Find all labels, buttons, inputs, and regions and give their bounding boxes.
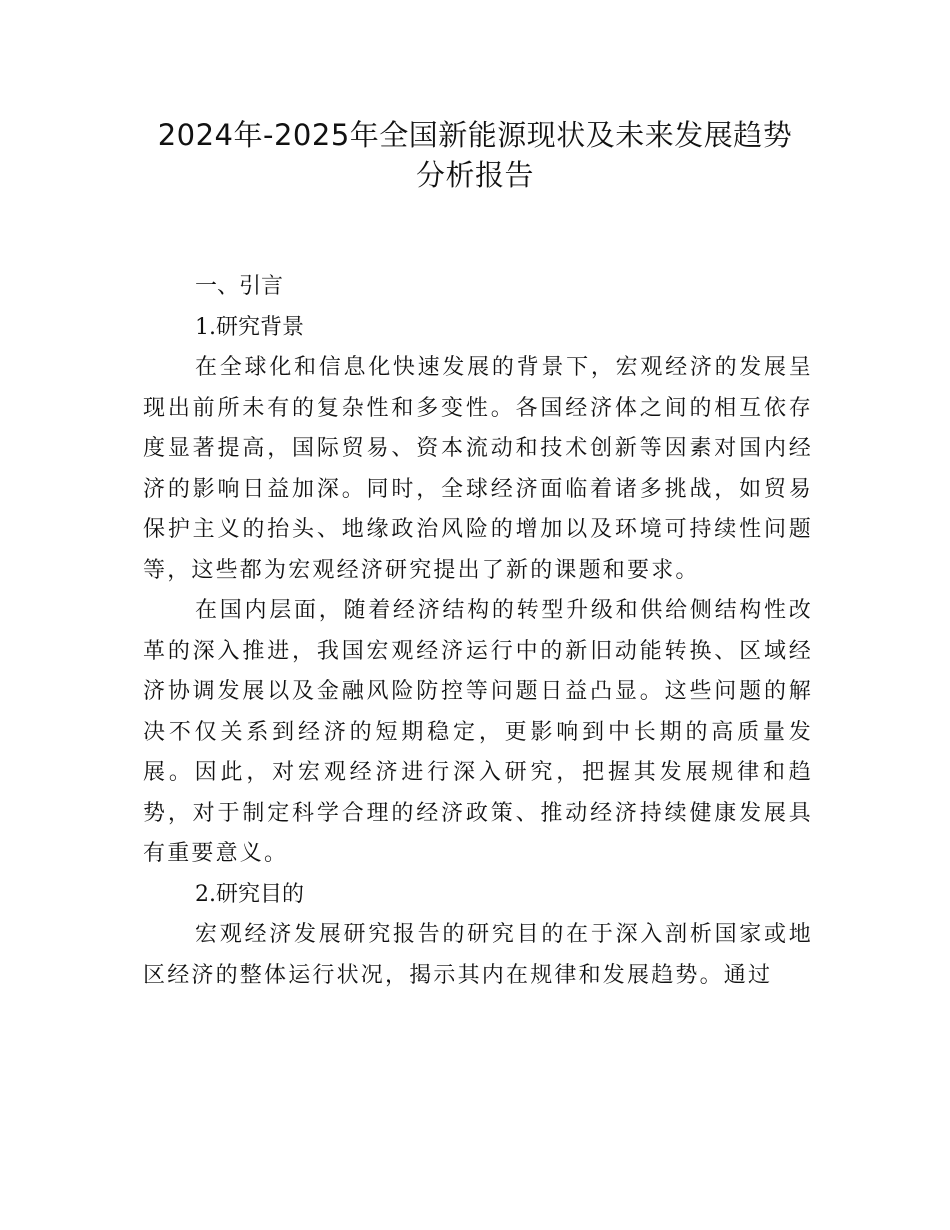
section-heading-introduction: 一、引言 xyxy=(195,274,284,299)
paragraph-background-2: 在国内层面，随着经济结构的转型升级和供给侧结构性改革的深入推进，我国宏观经济运行中的新旧动能转换、区域经济协调发展以及金融风险防控等问题日益凸显。这些问题的解决不仅关系到经济的短期稳定，更影响到中长期的高质量发展。因此，对宏观经济进行深入研究，把握其发展规律和趋势，对于制定科学合理的经济政策、推动经济持续健康发展具有重要意义。 xyxy=(143,598,813,866)
document-body xyxy=(143,267,813,996)
document-title-line1: 2024年-2025年全国新能源现状及未来发展趋势 xyxy=(157,118,793,152)
document-title-line2: 分析报告 xyxy=(415,158,534,192)
subsection-heading-purpose: 2.研究目的 xyxy=(195,881,304,907)
subsection-heading-background: 1.研究背景 xyxy=(195,314,304,340)
paragraph-background-1: 在全球化和信息化快速发展的背景下，宏观经济的发展呈现出前所未有的复杂性和多变性。各国经济体之间的相互依存度显著提高，国际贸易、资本流动和技术创新等因素对国内经济的影响日益加深。同时，全球经济面临着诸多挑战，如贸易保护主义的抬头、地缘政治风险的增加以及环境可持续性问题等，这些都为宏观经济研究提出了新的课题和要求。 xyxy=(143,355,813,583)
paragraph-purpose-1: 宏观经济发展研究报告的研究目的在于深入剖析国家或地区经济的整体运行状况，揭示其内在规律和发展趋势。通过 xyxy=(143,922,813,988)
